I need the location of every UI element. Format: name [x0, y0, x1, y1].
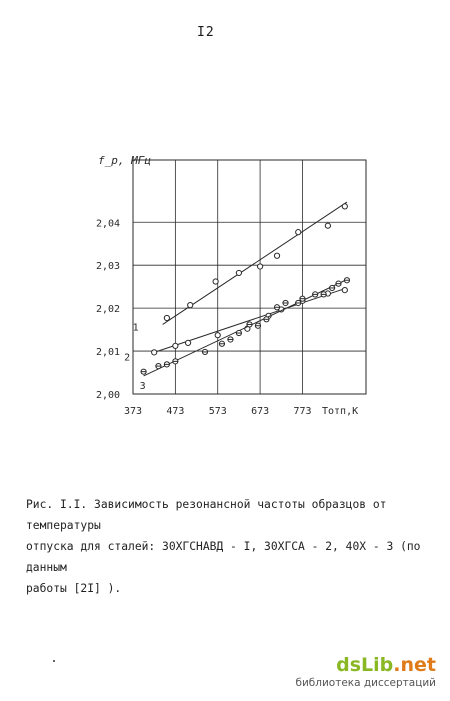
series-1-point: [164, 315, 169, 320]
data-point-ring: [274, 253, 279, 258]
series-3-point: [141, 369, 146, 374]
series-3-point: [255, 323, 260, 328]
data-point-ring: [164, 315, 169, 320]
series-2-point: [215, 333, 220, 338]
y-tick-label: 2,04: [96, 218, 121, 230]
y-axis-label: f_p, МГц: [98, 154, 151, 167]
data-point-ring: [215, 333, 220, 338]
y-tick-label: 2,02: [96, 304, 121, 316]
data-point-ring: [188, 303, 193, 308]
series-3-label: 3: [139, 380, 146, 392]
series-3-point: [321, 292, 326, 297]
data-point-ring: [296, 230, 301, 235]
y-tick-label: 2,03: [96, 261, 121, 273]
series-3-point: [228, 337, 233, 342]
series-1-point: [342, 204, 347, 209]
series-1-point: [236, 270, 241, 275]
series-3-point: [274, 305, 279, 310]
series-3-point: [247, 322, 252, 327]
series-2-point: [152, 350, 157, 355]
x-tick-label: 473: [166, 406, 185, 417]
series-2-point: [185, 340, 190, 345]
series-3-point: [164, 362, 169, 367]
data-point-ring: [152, 350, 157, 355]
series-3-point: [264, 317, 269, 322]
data-point-ring: [257, 264, 262, 269]
ink-dot: [53, 660, 55, 662]
x-axis-label: Тотп,K: [322, 406, 359, 417]
x-tick-label: 673: [251, 406, 270, 417]
series-3-point: [336, 281, 341, 286]
series-3-point: [173, 359, 178, 364]
figure-caption: Рис. I.I. Зависимость резонансной частоты образцов от температуры отпуска для сталей: 30ХГСНАВД - I, 30ХГСА - 2, 40Х - 3 (по данным работы [2I] ).: [26, 498, 421, 595]
y-tick-label: 2,01: [96, 347, 121, 359]
series-3-point: [313, 292, 318, 297]
series-3-point: [202, 349, 207, 354]
series-2-point: [173, 343, 178, 348]
data-point-ring: [173, 343, 178, 348]
x-tick-label: 573: [208, 406, 227, 417]
series-2-label: 2: [124, 352, 131, 364]
x-tick-label: 773: [293, 406, 312, 417]
y-tick-label: 2,00: [96, 390, 121, 401]
data-point-ring: [325, 223, 330, 228]
watermark-logo-main: dsLib: [336, 654, 394, 676]
series-1-label: 1: [132, 322, 139, 334]
plot-frame: [133, 160, 366, 394]
series-2-point: [342, 287, 347, 292]
series-2-fit-line: [154, 288, 347, 352]
series-1-point: [257, 264, 262, 269]
watermark-logo: [295, 654, 436, 676]
series-1-point: [274, 253, 279, 258]
watermark-subtitle: библиотека диссертаций: [295, 677, 436, 689]
series-1-point: [296, 230, 301, 235]
page-number: I2: [197, 25, 215, 40]
data-point-ring: [185, 340, 190, 345]
series-3-point: [236, 330, 241, 335]
series-3-point: [330, 285, 335, 290]
series-1-point: [188, 303, 193, 308]
series-3-point: [219, 341, 224, 346]
series-3-point: [300, 296, 305, 301]
data-point-ring: [342, 287, 347, 292]
watermark-logo-accent: .net: [393, 654, 436, 676]
series-3-point: [296, 300, 301, 305]
series-1-point: [213, 279, 218, 284]
x-tick-label: 373: [124, 406, 143, 417]
watermark: [295, 654, 436, 689]
data-point-ring: [236, 270, 241, 275]
series-3-point: [283, 300, 288, 305]
data-point-ring: [342, 204, 347, 209]
series-3-point: [344, 278, 349, 283]
series-1-point: [325, 223, 330, 228]
data-point-ring: [213, 279, 218, 284]
series-3-point: [156, 363, 161, 368]
